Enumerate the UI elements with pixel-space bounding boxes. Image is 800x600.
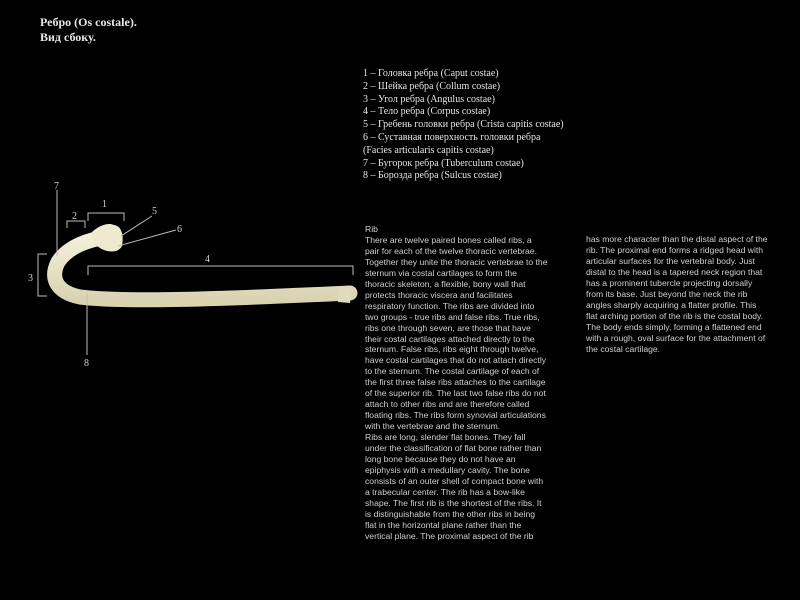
label-5: 5 <box>152 206 157 217</box>
legend-item: 7 – Бугорок ребра (Tuberculum costae) <box>363 157 524 169</box>
text-line: rib. The proximal end forms a ridged head with <box>586 244 764 255</box>
label-4: 4 <box>205 254 210 265</box>
text-line: under the classification of flat bone rather than <box>365 443 542 454</box>
text-line: sternum via costal cartilages to form the <box>365 267 517 278</box>
pointer-5 <box>121 216 152 236</box>
text-line: thoracic skeleton, a flexible, bony wall that <box>365 278 526 289</box>
text-line: the first three false ribs attaches to the cartilage <box>365 377 546 388</box>
text-line: attach to other ribs and are therefore called <box>365 399 530 410</box>
label-6: 6 <box>177 224 182 235</box>
text-line: flat arching portion of the rib is the costal body. <box>586 310 764 321</box>
text-line: ribs one through seven, are those that have <box>365 322 531 333</box>
bracket-2 <box>67 221 85 228</box>
bracket-3 <box>38 254 47 296</box>
text-line: to the sternum. The costal cartilage of each of <box>365 366 540 377</box>
text-line: two groups - true ribs and false ribs. True ribs, <box>365 311 540 322</box>
text-line: have costal cartilages that do not attach directly <box>365 355 547 366</box>
bracket-1 <box>88 213 124 221</box>
text-line: the costal cartilage. <box>586 343 661 354</box>
text-line: shape. The first rib is the shortest of the ribs. It <box>365 497 542 508</box>
title-line-2: Вид сбоку. <box>40 30 96 44</box>
text-line: is distinguishable from the other ribs in being <box>365 508 536 519</box>
text-line: a trabecular center. The rib has a bow-like <box>365 486 525 497</box>
legend-item: 3 – Угол ребра (Angulus costae) <box>363 93 495 105</box>
text-line: has more character than the distal aspect of the <box>586 234 768 244</box>
text-line: protects thoracic viscera and facilitates <box>365 289 513 300</box>
title-line-1: Ребро (Os costale). <box>40 15 137 29</box>
legend-item: 2 – Шейка ребра (Collum costae) <box>363 80 501 92</box>
label-2: 2 <box>72 211 77 222</box>
text-line: Rib <box>365 224 378 234</box>
text-line: of the superior rib. The last two false ribs do not <box>365 388 546 399</box>
text-line: respiratory function. The ribs are divided into <box>365 300 535 311</box>
label-7: 7 <box>54 181 59 192</box>
text-line: with a rough, oval surface for the attachment of <box>586 332 766 343</box>
text-line: floating ribs. The ribs form synovial articulations <box>365 410 546 421</box>
text-line: angles sharply acquiring a flatter profile. This <box>586 299 757 310</box>
legend-item: (Facies articularis capitis costae) <box>363 144 494 156</box>
text-line: distal to the head is a tapered neck region that <box>586 266 763 277</box>
text-line: Ribs are long, slender flat bones. They fall <box>365 432 526 443</box>
text-line: from its base. Just beyond the neck the rib <box>586 288 748 299</box>
text-line: has a prominent tubercle projecting dorsally <box>586 277 753 288</box>
text-line: with the vertebrae and the sternum. <box>365 421 501 432</box>
label-8: 8 <box>84 358 89 369</box>
text-line: The body ends simply, forming a flattened end <box>586 321 762 332</box>
description-column-1 <box>365 224 548 542</box>
legend-item: 1 – Головка ребра (Caput costae) <box>363 68 499 79</box>
label-1: 1 <box>102 199 107 210</box>
description-column-2 <box>586 234 768 354</box>
rib-bone <box>55 224 352 303</box>
legend-item: 8 – Борозда ребра (Sulcus costae) <box>363 170 502 182</box>
text-line: pair for each of the twelve thoracic vertebrae. <box>365 245 537 256</box>
legend-item: 5 – Гребень головки ребра (Crista capitis costae) <box>363 119 564 131</box>
bracket-4 <box>88 266 353 275</box>
text-line: flat in the horizontal plane rather than the <box>365 519 522 530</box>
label-3: 3 <box>28 273 33 284</box>
text-line: vertical plane. The proximal aspect of the rib <box>365 530 534 541</box>
text-line: There are twelve paired bones called ribs, a <box>365 234 532 245</box>
text-line: long bone because they do not have an <box>365 454 516 465</box>
text-line: Together they unite the thoracic vertebrae to the <box>365 256 548 267</box>
text-line: consists of an outer shell of compact bone with <box>365 475 544 486</box>
legend-item: 6 – Суставная поверхность головки ребра <box>363 131 541 143</box>
legend-item: 4 – Тело ребра (Corpus costae) <box>363 106 491 118</box>
text-line: epiphysis with a medullary cavity. The bone <box>365 464 530 475</box>
text-line: their costal cartilages attached directly to the <box>365 333 535 344</box>
text-line: articular surfaces for the vertebral body. Just <box>586 255 755 266</box>
text-line: sternum. False ribs, ribs eight through twelve, <box>365 344 539 355</box>
